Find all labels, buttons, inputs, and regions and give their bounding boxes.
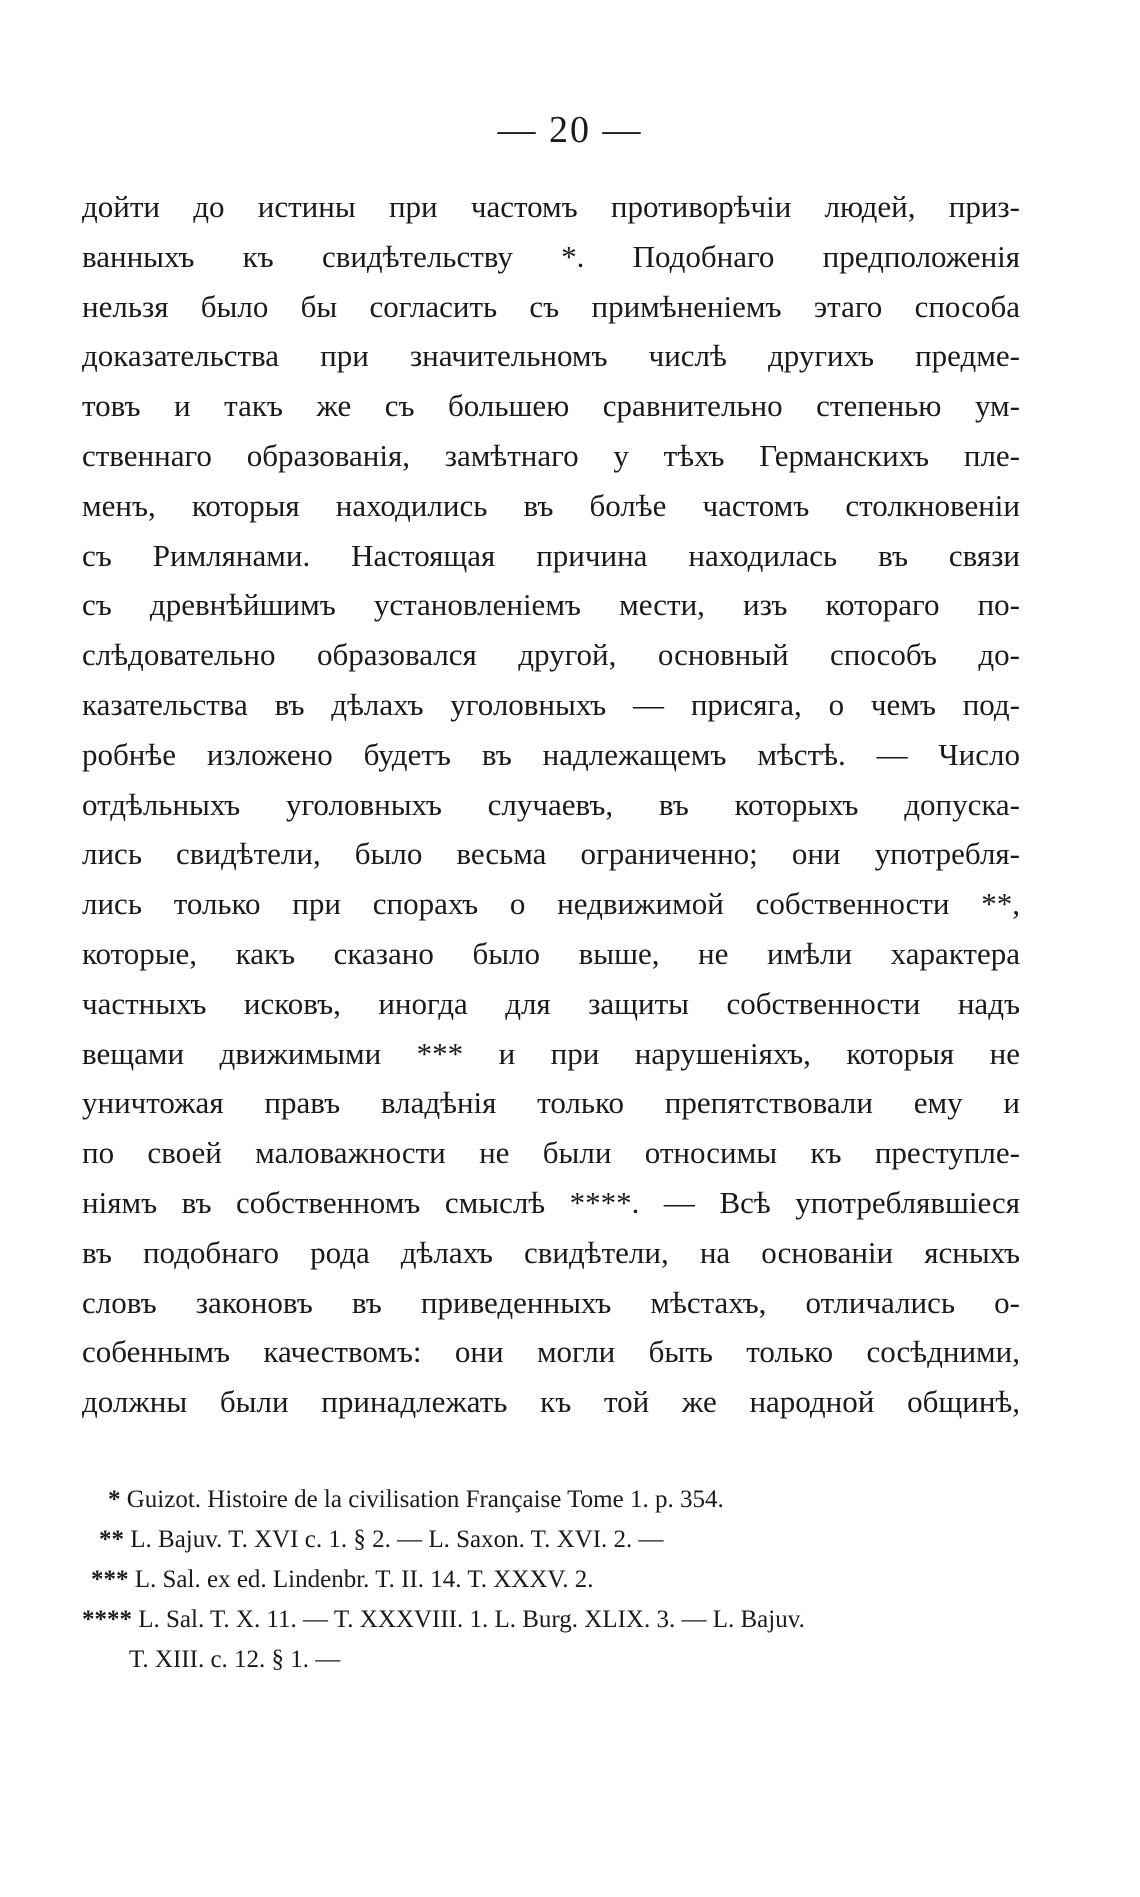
footnote-mark: ** [99, 1526, 124, 1553]
body-line: дойти до истины при частомъ противорѣчіи людей, приз- [82, 189, 1020, 224]
body-line: менъ, которыя находились въ болѣе частомъ столкновеніи [82, 487, 1020, 523]
body-line: по своей маловажности не были относимы къ преступле- [82, 1135, 1020, 1171]
footnote-text: L. Bajuv. T. XVI c. 1. § 2. — L. Saxon. T. XVI. 2. — [130, 1526, 664, 1553]
footnotes [82, 1480, 1020, 1680]
body-line: ванныхъ къ свидѣтельству *. Подобнаго предположенія [82, 238, 1020, 274]
body-line: ственнаго образованія, замѣтнаго у тѣхъ Германскихъ пле- [82, 437, 1020, 473]
body-line: товъ и такъ же съ большею сравнительно степенью ум- [82, 388, 1020, 424]
footnote-mark: **** [82, 1606, 132, 1633]
body-line: доказательства при значительномъ числѣ другихъ предме- [82, 338, 1020, 374]
footnote [82, 1520, 1020, 1560]
footnote-continuation [82, 1640, 1020, 1680]
footnote-text: Guizot. Histoire de la civilisation Française Tome 1. p. 354. [126, 1486, 724, 1513]
body-line: лись свидѣтели, было весьма ограниченно; они употребля- [82, 836, 1020, 872]
body-line: отдѣльныхъ уголовныхъ случаевъ, въ которыхъ допуска- [82, 786, 1020, 822]
footnote-text: L. Sal. T. X. 11. — T. XXXVIII. 1. L. Burg. XLIX. 3. — L. Bajuv. [138, 1606, 805, 1633]
body-line: въ подобнаго рода дѣлахъ свидѣтели, на основаніи ясныхъ [82, 1234, 1020, 1270]
page-number: — 20 — [497, 109, 643, 151]
body-line: собеннымъ качествомъ: они могли быть только сосѣдними, [82, 1334, 1020, 1370]
body-line: частныхъ исковъ, иногда для защиты собственности надъ [82, 985, 1020, 1021]
body-line: вещами движимыми *** и при нарушеніяхъ, которыя не [82, 1035, 1020, 1071]
body-line: съ древнѣйшимъ установленіемъ мести, изъ котораго по- [82, 587, 1020, 623]
footnote-mark: * [108, 1486, 121, 1513]
body-line: казательства въ дѣлахъ уголовныхъ — присяга, о чемъ под- [82, 686, 1020, 722]
body-line: нельзя было бы согласить съ примѣненіемъ этаго способа [82, 288, 1020, 324]
footnote-text: T. XIII. c. 12. § 1. — [129, 1646, 341, 1673]
footnote [82, 1560, 1020, 1600]
body-line: слѣдовательно образовался другой, основный способъ до- [82, 637, 1020, 673]
footnote [82, 1480, 1020, 1520]
body-line: лись только при спорахъ о недвижимой собственности **, [82, 886, 1020, 922]
body-line: робнѣе изложено будетъ въ надлежащемъ мѣстѣ. — Число [82, 736, 1020, 772]
body-line: словъ законовъ въ приведенныхъ мѣстахъ, отличались о- [82, 1284, 1020, 1320]
body-line: съ Римлянами. Настоящая причина находилась въ связи [82, 537, 1020, 573]
body-line: должны были принадлежать къ той же народной общинѣ, [82, 1384, 1020, 1420]
body-line: уничтожая правъ владѣнія только препятствовали ему и [82, 1085, 1020, 1121]
body-line: ніямъ въ собственномъ смыслѣ ****. — Всѣ употреблявшіеся [82, 1184, 1020, 1220]
body-line: которые, какъ сказано было выше, не имѣли характера [82, 935, 1020, 971]
body-text [82, 182, 1020, 1427]
footnote-text: L. Sal. ex ed. Lindenbr. T. II. 14. T. XXXV. 2. [134, 1566, 594, 1593]
footnote-mark: *** [91, 1566, 129, 1593]
footnote [82, 1600, 1020, 1640]
